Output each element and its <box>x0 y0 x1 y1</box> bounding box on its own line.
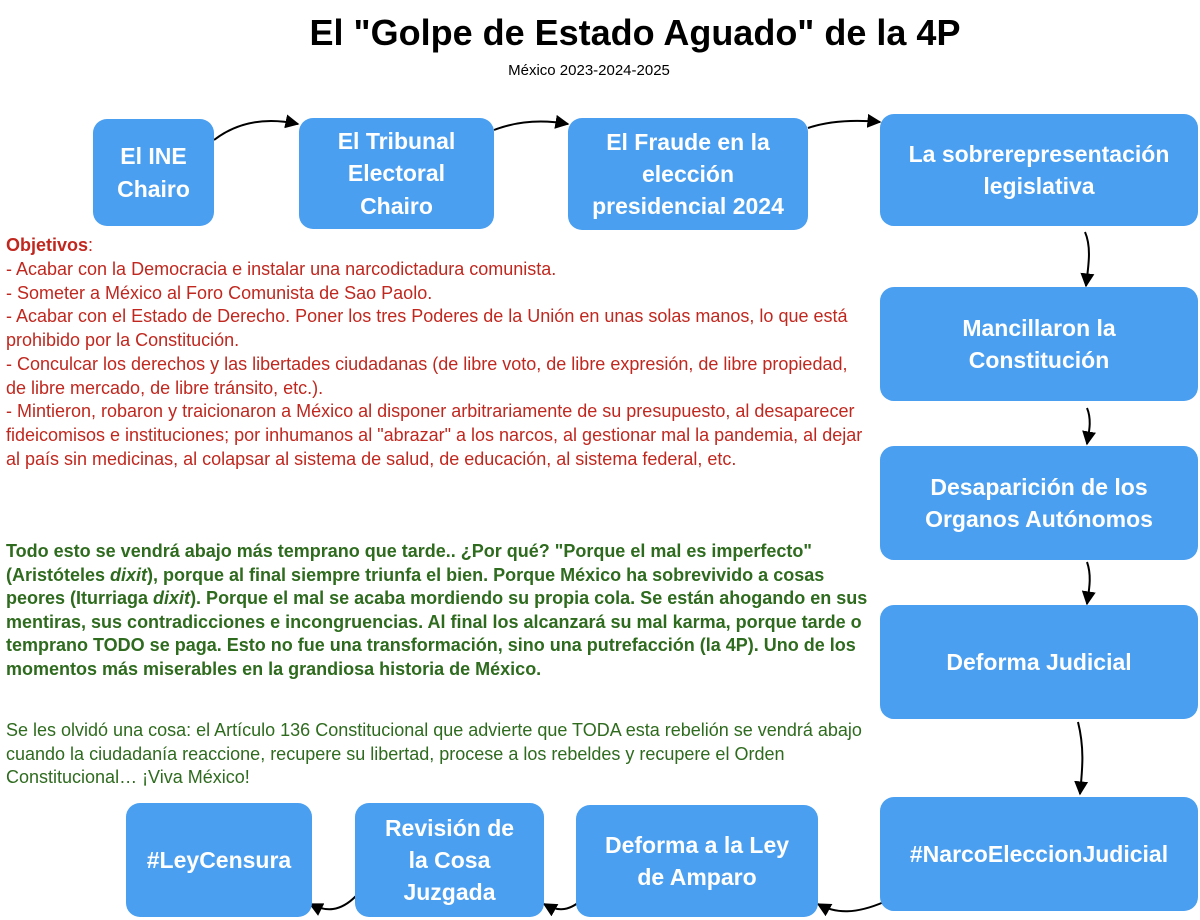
objectives-section <box>6 234 866 472</box>
box-deforma-ley-amparo <box>576 805 818 917</box>
box-text-line: Chairo <box>360 192 433 219</box>
box-text-line: legislativa <box>983 173 1095 199</box>
objectives-heading-colon: : <box>88 235 94 255</box>
objectives-heading-label: Objetivos <box>6 235 89 255</box>
box-mancillaron-constitucion <box>880 287 1198 401</box>
arrow-desaparicion-to-deforma-judicial <box>1087 562 1090 604</box>
objective-item: - Acabar con la Democracia e instalar una narcodictadura comunista. <box>6 258 557 279</box>
objectives-heading <box>6 234 866 258</box>
arrow-mancillaron-to-desaparicion <box>1087 408 1090 444</box>
conclusion-text: ). Porque el mal se acaba mordiendo su propia cola. Se están ahogando en sus mentiras, sus contradicciones e incongruencias. Al final los alcanzará su mal karma, porque tarde o temprano TODO se paga. Esto no fue una transformación, sino una putrefacción (la 4P). Uno de los momentos más miserables en la grandiosa historia de México. <box>6 588 868 679</box>
box-narcoeleccion-judicial <box>880 797 1198 911</box>
box-text-line: presidencial 2024 <box>592 193 784 220</box>
box-sobrerrepresentacion <box>880 114 1198 226</box>
box-text-line: Constitución <box>968 347 1110 373</box>
arrow-sobrerrepresentacion-to-mancillaron <box>1085 232 1089 286</box>
arrow-cosa-juzgada-to-ley-censura <box>310 896 356 909</box>
arrow-tribunal-to-fraude <box>494 122 568 130</box>
box-desaparicion-organos <box>880 446 1198 560</box>
box-text-line: Electoral <box>347 160 446 187</box>
objective-item: - Mintieron, robaron y traicionaron a México al disponer arbitrariamente de su presupuesto, al desaparecer fideicomisos e instituciones; por inhumanos al "abrazar" a los narcos, al gestionar mal la pandemia, al dejar al país sin medicinas, al colapsar al sistema de salud, de educación, al sistema federal, etc. <box>6 401 863 469</box>
box-fraude-eleccion <box>568 118 808 230</box>
box-text-line: Deforma a la Ley <box>604 831 790 858</box>
box-text-line: Deforma Judicial <box>946 648 1132 675</box>
page-subtitle: México 2023-2024-2025 <box>508 62 670 79</box>
conclusion-text: Todo esto se vendrá abajo más temprano que tarde.. ¿Por qué? "Porque el mal es imperfecto" (Aristóteles <box>6 541 812 585</box>
box-deforma-judicial <box>880 605 1198 719</box>
arrow-ine-to-tribunal <box>214 121 298 140</box>
box-tribunal-electoral <box>299 118 494 229</box>
box-text-line: El Fraude en la <box>606 128 770 155</box>
box-text-line: la Cosa <box>408 846 491 873</box>
arrow-fraude-to-sobrerrepresentacion <box>808 121 880 128</box>
page-title: El "Golpe de Estado Aguado" de la 4P <box>309 12 961 53</box>
box-text-line: #LeyCensura <box>146 846 292 873</box>
conclusion-dixit: dixit <box>153 588 191 609</box>
box-ine-chairo <box>93 119 214 226</box>
box-text-line: Desaparición de los <box>930 473 1148 500</box>
box-text-line: elección <box>641 160 735 187</box>
closing-paragraph: Se les olvidó una cosa: el Artículo 136 Constitucional que advierte que TODA esta rebelión se vendrá abajo cuando la ciudadanía reaccione, recupere su libertad, procese a los rebeldes y recupere el Orden Constitucional… ¡Viva México! <box>6 720 862 788</box>
objective-item: - Someter a México al Foro Comunista de Sao Paolo. <box>6 282 433 303</box>
box-text-line: de Amparo <box>637 864 757 890</box>
arrow-narcoeleccion-to-amparo <box>818 902 884 911</box>
arrow-deforma-judicial-to-narcoeleccion <box>1078 722 1082 794</box>
box-text-line: Revisión de <box>384 814 515 841</box>
box-text-line: El INE <box>120 143 187 170</box>
box-text-line: Organos Autónomos <box>925 506 1153 532</box>
box-text-line: Juzgada <box>403 879 496 906</box>
box-text-line: La sobrerepresentación <box>908 140 1170 167</box>
box-revision-cosa-juzgada <box>355 803 544 917</box>
box-text-line: #NarcoEleccionJudicial <box>909 840 1169 867</box>
box-ley-censura <box>126 803 312 917</box>
conclusion-dixit: dixit <box>110 564 148 585</box>
box-text-line: Chairo <box>117 175 190 202</box>
conclusion-text: ), porque al final siempre triunfa el bien. Porque México ha sobrevivido a cosas peores (Iturriaga <box>6 564 825 609</box>
box-text-line: Mancillaron la <box>962 314 1116 341</box>
conclusion-paragraph <box>6 540 874 681</box>
objective-item: - Acabar con el Estado de Derecho. Poner los tres Poderes de la Unión en unas solas manos, lo que está prohibido por la Constitución. <box>6 306 848 350</box>
objective-item: - Conculcar los derechos y las libertades ciudadanas (de libre voto, de libre expresión, de libre propiedad, de libre mercado, de libre tránsito, etc.). <box>6 353 848 398</box>
box-text-line: El Tribunal <box>337 128 456 155</box>
